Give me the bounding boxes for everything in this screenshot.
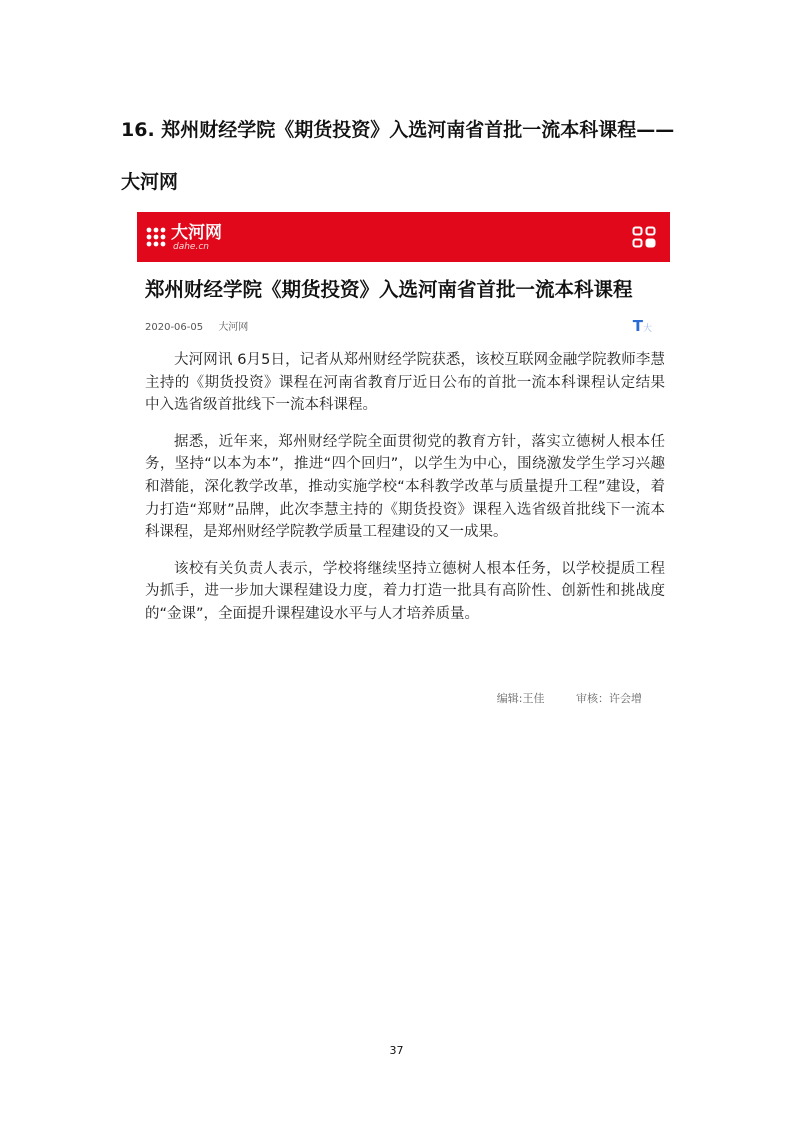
article-date: 2020-06-05 <box>145 322 204 333</box>
grid-menu-icon[interactable] <box>632 226 656 248</box>
article-body <box>145 349 665 640</box>
logo-dots-icon <box>145 226 167 248</box>
article-screenshot <box>137 212 670 722</box>
article-title: 郑州财经学院《期货投资》入选河南省首批一流本科课程 <box>145 278 633 301</box>
font-size-toggle[interactable] <box>633 316 652 335</box>
font-size-label: 大 <box>642 324 652 334</box>
editor-credit: 编辑:王佳 <box>496 692 545 705</box>
logo-domain: dahe.cn <box>173 242 209 252</box>
page-number: 37 <box>389 1044 404 1057</box>
article-meta <box>145 318 260 333</box>
reviewer-credit: 审核：许会增 <box>576 692 642 705</box>
logo-name: 大河网 <box>171 223 222 243</box>
article-paragraph: 大河网讯 6月5日，记者从郑州财经学院获悉，该校互联网金融学院教师李慧主持的《期货投资》课程在河南省教育厅近日公布的首批一流本科课程认定结果中入选省级首批线下一流本科课程。 <box>145 352 665 414</box>
article-source[interactable]: 大河网 <box>218 322 249 333</box>
document-heading: 16. 郑州财经学院《期货投资》入选河南省首批一流本科课程——大河网 <box>121 119 675 193</box>
article-paragraph: 据悉，近年来，郑州财经学院全面贯彻党的教育方针，落实立德树人根本任务，坚持“以本为本”，推进“四个回归”，以学生为中心，围绕激发学生学习兴趣和潜能，深化教学改革，推动实施学校“本科教学改革与质量提升工程”建设，着力打造“郑财”品牌，此次李慧主持的《期货投资》课程入选省级首批线下一流本科课程，是郑州财经学院教学质量工程建设的又一成果。 <box>145 433 665 541</box>
site-header-bar <box>137 212 670 262</box>
font-size-icon: T <box>632 317 643 335</box>
article-credits <box>469 690 642 706</box>
article-paragraph: 该校有关负责人表示，学校将继续坚持立德树人根本任务，以学校提质工程为抓手，进一步加大课程建设力度，着力打造一批具有高阶性、创新性和挑战度的“金课”，全面提升课程建设水平与人才培养质量。 <box>145 560 665 622</box>
